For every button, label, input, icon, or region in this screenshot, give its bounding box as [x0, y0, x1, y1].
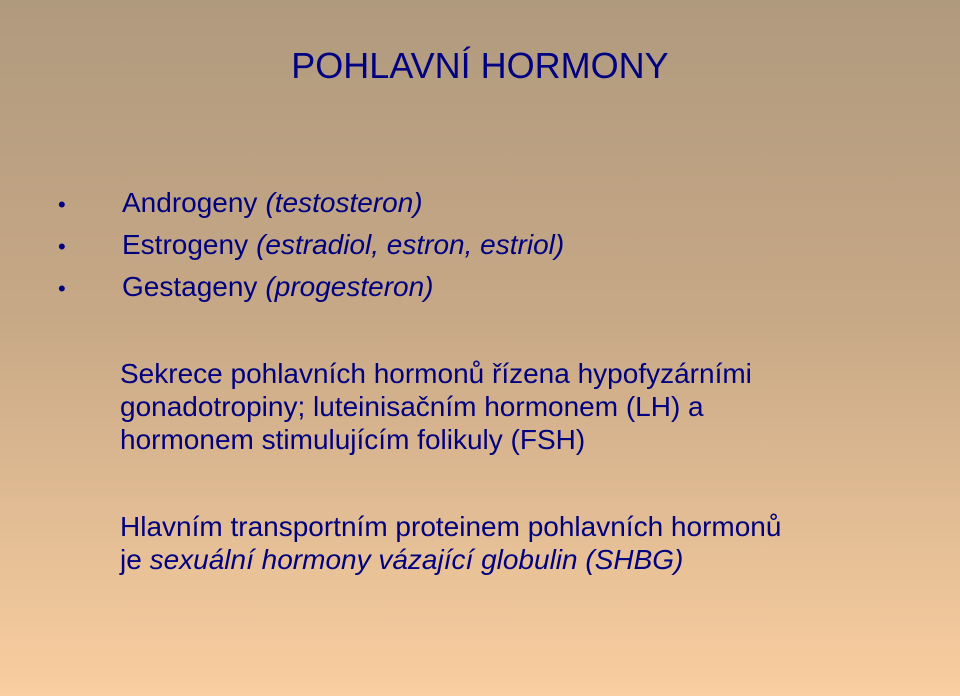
transport-paragraph [120, 510, 920, 576]
bullet-item-estrogens [58, 226, 918, 268]
bullet-item-androgens [58, 184, 918, 226]
bullet-detail: (progesteron) [265, 271, 434, 302]
slide-title: POHLAVNÍ HORMONY [291, 45, 669, 86]
transport-line-2 [120, 543, 920, 576]
secretion-paragraph [120, 357, 920, 456]
bullet-detail: (estradiol, estron, estriol) [256, 229, 565, 260]
bullet-term: Gestageny [122, 271, 258, 302]
bullet-detail: (testosteron) [265, 187, 423, 218]
bullet-item-gestagens [58, 268, 918, 310]
secretion-line-1: Sekrece pohlavních hormonů řízena hypofyzárními [120, 358, 752, 389]
bullet-icon: • [58, 276, 66, 301]
hormone-bullet-list [58, 184, 918, 310]
transport-line-2-prefix: je [120, 544, 142, 575]
bullet-icon: • [58, 234, 66, 259]
secretion-line-3: hormonem stimulujícím folikuly (FSH) [120, 424, 586, 455]
bullet-icon: • [58, 192, 66, 217]
bullet-term: Androgeny [122, 187, 258, 218]
transport-line-1: Hlavním transportním proteinem pohlavních hormonů [120, 511, 782, 542]
transport-line-2-italic: sexuální hormony vázající globulin (SHBG) [149, 544, 684, 575]
secretion-line-2: gonadotropiny; luteinisačním hormonem (LH) a [120, 391, 704, 422]
bullet-term: Estrogeny [122, 229, 249, 260]
